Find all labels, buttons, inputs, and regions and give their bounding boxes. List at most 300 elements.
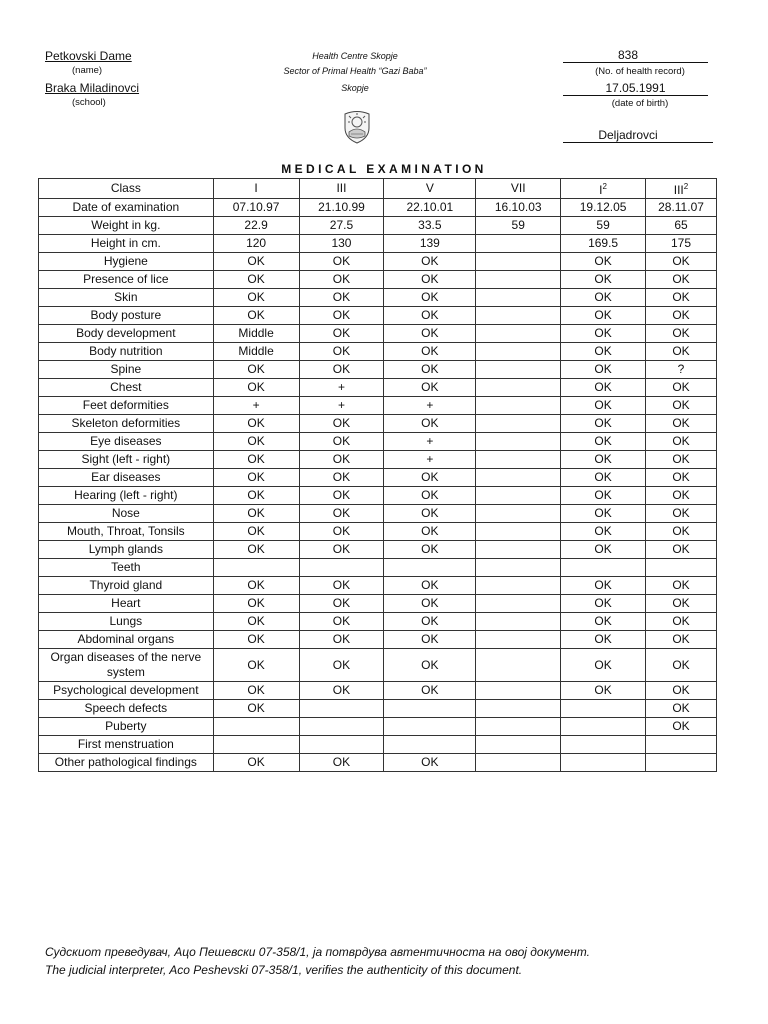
- cell-value: OK: [247, 290, 265, 304]
- table-row: [39, 253, 717, 271]
- cell-value: OK: [332, 326, 351, 340]
- record-number: 838: [617, 48, 639, 62]
- cell-value: V: [425, 181, 434, 195]
- table-row: [39, 718, 717, 736]
- place: Deljadrovci: [598, 128, 658, 142]
- cell-value: OK: [332, 683, 351, 697]
- table-cell: [384, 700, 476, 718]
- table-cell: [476, 736, 561, 754]
- table-row: [39, 179, 717, 199]
- dob-caption: (date of birth): [611, 98, 669, 109]
- row-label: First menstruation: [39, 736, 214, 754]
- table-cell: [561, 613, 646, 631]
- table-row: [39, 595, 717, 613]
- table-cell: [213, 379, 299, 397]
- table-cell: [646, 179, 717, 199]
- table-row: [39, 469, 717, 487]
- cell-value: OK: [332, 506, 351, 520]
- table-cell: [213, 253, 299, 271]
- table-cell: [213, 505, 299, 523]
- table-cell: [299, 217, 384, 235]
- cell-value: OK: [672, 398, 690, 412]
- table-cell: [646, 469, 717, 487]
- cell-value: OK: [421, 614, 439, 628]
- cell-value: OK: [594, 524, 612, 538]
- table-cell: [646, 343, 717, 361]
- cell-value: 65: [674, 218, 688, 232]
- table-cell: [213, 754, 299, 772]
- cell-value: OK: [247, 488, 265, 502]
- cell-value: +: [337, 398, 345, 412]
- table-cell: [646, 523, 717, 541]
- cell-value: VII: [510, 181, 526, 195]
- table-cell: [561, 289, 646, 307]
- table-cell: [476, 487, 561, 505]
- row-label: Ear diseases: [39, 469, 214, 487]
- cell-value: OK: [247, 308, 265, 322]
- table-row: [39, 754, 717, 772]
- table-cell: [646, 595, 717, 613]
- cell-value: OK: [672, 452, 690, 466]
- table-cell: [646, 361, 717, 379]
- class-superscript: 2: [683, 182, 689, 191]
- table-cell: [299, 754, 384, 772]
- table-cell: [476, 179, 561, 199]
- table-cell: [561, 271, 646, 289]
- table-cell: [384, 682, 476, 700]
- row-label: Skeleton deformities: [39, 415, 214, 433]
- cell-value: OK: [247, 596, 265, 610]
- cell-value: OK: [672, 578, 690, 592]
- row-label: Mouth, Throat, Tonsils: [39, 523, 214, 541]
- table-cell: [299, 415, 384, 433]
- table-cell: [476, 235, 561, 253]
- table-row: [39, 736, 717, 754]
- cell-value: OK: [594, 632, 612, 646]
- table-cell: [213, 199, 299, 217]
- table-cell: [384, 718, 476, 736]
- school-caption: (school): [72, 97, 106, 108]
- table-cell: [213, 415, 299, 433]
- cell-value: OK: [247, 524, 265, 538]
- table-row: [39, 451, 717, 469]
- table-cell: [213, 289, 299, 307]
- cell-value: OK: [332, 524, 351, 538]
- table-cell: [476, 595, 561, 613]
- row-label: Teeth: [39, 559, 214, 577]
- cell-value: +: [426, 398, 434, 412]
- table-cell: [646, 271, 717, 289]
- cell-value: OK: [332, 470, 351, 484]
- cell-value: 27.5: [329, 218, 354, 232]
- cell-value: OK: [247, 614, 265, 628]
- cell-value: OK: [672, 254, 690, 268]
- table-cell: [213, 179, 299, 199]
- table-cell: [299, 235, 384, 253]
- table-cell: [561, 235, 646, 253]
- table-cell: [384, 469, 476, 487]
- table-cell: [384, 379, 476, 397]
- cell-value: OK: [247, 416, 265, 430]
- row-label: Heart: [39, 595, 214, 613]
- table-cell: [646, 700, 717, 718]
- cell-value: OK: [672, 434, 690, 448]
- school-name: Braka Miladinovci: [45, 81, 140, 95]
- table-cell: [646, 613, 717, 631]
- table-cell: [384, 754, 476, 772]
- table-cell: [384, 649, 476, 682]
- cell-value: OK: [672, 416, 690, 430]
- cell-value: 16.10.03: [494, 200, 542, 214]
- row-label: Skin: [39, 289, 214, 307]
- row-label: Nose: [39, 505, 214, 523]
- table-cell: [213, 361, 299, 379]
- table-cell: [299, 577, 384, 595]
- table-cell: [476, 559, 561, 577]
- table-cell: [646, 325, 717, 343]
- cell-value: 21.10.99: [318, 200, 365, 214]
- table-cell: [561, 700, 646, 718]
- table-cell: [299, 253, 384, 271]
- cell-value: OK: [332, 542, 351, 556]
- table-cell: [299, 505, 384, 523]
- cell-value: OK: [594, 434, 612, 448]
- table-cell: [561, 469, 646, 487]
- table-cell: [476, 451, 561, 469]
- table-cell: [561, 325, 646, 343]
- table-cell: [646, 631, 717, 649]
- table-cell: [299, 199, 384, 217]
- table-cell: [646, 559, 717, 577]
- table-row: [39, 433, 717, 451]
- cell-value: OK: [247, 254, 265, 268]
- table-cell: [476, 523, 561, 541]
- table-cell: [384, 397, 476, 415]
- table-cell: [299, 631, 384, 649]
- table-cell: [384, 559, 476, 577]
- table-cell: [646, 307, 717, 325]
- patient-name: Petkovski Dame: [45, 49, 132, 63]
- cell-value: OK: [421, 524, 439, 538]
- cell-value: OK: [672, 683, 690, 697]
- table-cell: [646, 199, 717, 217]
- table-cell: [299, 433, 384, 451]
- table-cell: [561, 361, 646, 379]
- table-row: [39, 613, 717, 631]
- cell-value: OK: [332, 434, 351, 448]
- table-row: [39, 235, 717, 253]
- cell-value: OK: [332, 578, 351, 592]
- cell-value: 33.5: [418, 218, 442, 232]
- cell-value: OK: [421, 290, 439, 304]
- cell-value: OK: [332, 344, 351, 358]
- cell-value: I: [599, 183, 603, 197]
- table-cell: [561, 433, 646, 451]
- table-row: [39, 631, 717, 649]
- table-cell: [476, 379, 561, 397]
- class-superscript: 2: [602, 182, 607, 191]
- table-cell: [384, 595, 476, 613]
- cell-value: OK: [594, 308, 612, 322]
- table-cell: [646, 253, 717, 271]
- table-cell: [213, 700, 299, 718]
- table-cell: [384, 415, 476, 433]
- cell-value: OK: [332, 657, 351, 672]
- row-label: Eye diseases: [39, 433, 214, 451]
- row-label: Body nutrition: [39, 343, 214, 361]
- cell-value: OK: [332, 254, 351, 268]
- table-cell: [213, 631, 299, 649]
- cell-value: 07.10.97: [232, 200, 280, 214]
- cell-value: OK: [594, 578, 612, 592]
- cell-value: OK: [332, 596, 351, 610]
- cell-value: 59: [596, 218, 610, 232]
- cell-value: OK: [594, 657, 612, 672]
- cell-value: OK: [247, 701, 265, 715]
- cell-value: OK: [672, 542, 690, 556]
- table-cell: [299, 343, 384, 361]
- translator-note-en: The judicial interpreter, Aco Peshevski 07-358/1, verifies the authenticity of this document.: [45, 963, 523, 977]
- table-cell: [213, 325, 299, 343]
- table-cell: [646, 433, 717, 451]
- table-cell: [299, 397, 384, 415]
- table-cell: [476, 343, 561, 361]
- table-cell: [646, 718, 717, 736]
- row-label: Spine: [39, 361, 214, 379]
- cell-value: 130: [331, 236, 352, 250]
- table-row: [39, 397, 717, 415]
- table-cell: [213, 469, 299, 487]
- table-cell: [476, 307, 561, 325]
- table-row: [39, 415, 717, 433]
- table-cell: [213, 307, 299, 325]
- cell-value: OK: [594, 362, 612, 376]
- table-cell: [561, 523, 646, 541]
- cell-value: OK: [332, 488, 351, 502]
- table-cell: [384, 577, 476, 595]
- cell-value: +: [252, 398, 260, 412]
- cell-value: OK: [421, 362, 439, 376]
- table-cell: [646, 541, 717, 559]
- health-city: Skopje: [341, 83, 369, 93]
- table-cell: [299, 271, 384, 289]
- cell-value: OK: [247, 470, 265, 484]
- medical-examination-table: [38, 178, 717, 772]
- cell-value: 59: [511, 218, 525, 232]
- table-row: [39, 700, 717, 718]
- table-cell: [561, 451, 646, 469]
- cell-value: OK: [247, 380, 265, 394]
- cell-value: OK: [672, 632, 690, 646]
- row-label: Date of examination: [39, 199, 214, 217]
- translator-note: [45, 943, 590, 979]
- cell-value: OK: [421, 326, 439, 340]
- table-cell: [646, 397, 717, 415]
- table-cell: [299, 469, 384, 487]
- cell-value: OK: [421, 380, 439, 394]
- table-row: [39, 577, 717, 595]
- table-cell: [476, 505, 561, 523]
- table-cell: [213, 397, 299, 415]
- row-label: Lymph glands: [39, 541, 214, 559]
- cell-value: OK: [332, 452, 351, 466]
- table-cell: [213, 487, 299, 505]
- row-label: Chest: [39, 379, 214, 397]
- cell-value: OK: [672, 272, 690, 286]
- table-cell: [384, 541, 476, 559]
- table-cell: [384, 631, 476, 649]
- table-cell: [561, 718, 646, 736]
- table-cell: [476, 649, 561, 682]
- table-row: [39, 682, 717, 700]
- table-cell: [384, 199, 476, 217]
- cell-value: OK: [594, 254, 612, 268]
- table-cell: [299, 523, 384, 541]
- table-cell: [561, 179, 646, 199]
- table-cell: [476, 469, 561, 487]
- cell-value: OK: [672, 470, 690, 484]
- row-label: Hygiene: [39, 253, 214, 271]
- table-cell: [384, 253, 476, 271]
- table-cell: [213, 559, 299, 577]
- cell-value: OK: [247, 362, 265, 376]
- cell-value: OK: [672, 290, 690, 304]
- table-cell: [561, 487, 646, 505]
- cell-value: OK: [594, 272, 612, 286]
- table-cell: [213, 718, 299, 736]
- table-cell: [476, 271, 561, 289]
- table-cell: [561, 736, 646, 754]
- table-cell: [213, 736, 299, 754]
- table-cell: [561, 415, 646, 433]
- cell-value: OK: [421, 254, 439, 268]
- cell-value: OK: [332, 308, 351, 322]
- translator-note-mk: Судскиот преведувач, Ацо Пешевски 07-358/1, ја потврдува автентичноста на овој документ.: [45, 945, 590, 959]
- cell-value: +: [426, 452, 434, 466]
- table-row: [39, 271, 717, 289]
- table-cell: [561, 253, 646, 271]
- table-row: [39, 559, 717, 577]
- cell-value: OK: [421, 632, 439, 646]
- cell-value: OK: [672, 614, 690, 628]
- cell-value: OK: [247, 632, 265, 646]
- cell-value: OK: [421, 683, 439, 697]
- table-cell: [299, 541, 384, 559]
- row-label: Other pathological findings: [39, 754, 214, 772]
- table-cell: [299, 361, 384, 379]
- cell-value: OK: [594, 488, 612, 502]
- table-cell: [476, 682, 561, 700]
- coat-of-arms-icon: [342, 110, 372, 144]
- table-cell: [476, 631, 561, 649]
- table-cell: [561, 541, 646, 559]
- table-cell: [384, 343, 476, 361]
- table-cell: [384, 613, 476, 631]
- table-row: [39, 361, 717, 379]
- table-cell: [213, 649, 299, 682]
- table-row: [39, 307, 717, 325]
- cell-value: OK: [421, 578, 439, 592]
- table-cell: [384, 325, 476, 343]
- cell-value: OK: [247, 452, 265, 466]
- cell-value: OK: [247, 683, 265, 697]
- cell-value: +: [426, 434, 434, 448]
- cell-value: OK: [421, 272, 439, 286]
- row-label: Body posture: [39, 307, 214, 325]
- cell-value: OK: [421, 542, 439, 556]
- cell-value: OK: [247, 506, 265, 520]
- cell-value: OK: [594, 290, 612, 304]
- row-label: Height in cm.: [39, 235, 214, 253]
- table-cell: [384, 307, 476, 325]
- table-cell: [646, 649, 717, 682]
- table-row: [39, 199, 717, 217]
- table-cell: [299, 179, 384, 199]
- table-cell: [299, 736, 384, 754]
- cell-value: OK: [421, 470, 439, 484]
- table-cell: [476, 754, 561, 772]
- cell-value: OK: [594, 398, 612, 412]
- table-cell: [561, 307, 646, 325]
- cell-value: OK: [332, 614, 351, 628]
- table-cell: [561, 577, 646, 595]
- cell-value: 139: [419, 236, 440, 250]
- cell-value: OK: [672, 701, 690, 715]
- table-cell: [299, 613, 384, 631]
- table-cell: [561, 649, 646, 682]
- table-cell: [476, 253, 561, 271]
- table-cell: [646, 289, 717, 307]
- row-label: Feet deformities: [39, 397, 214, 415]
- table-cell: [384, 217, 476, 235]
- row-label: Hearing (left - right): [39, 487, 214, 505]
- cell-value: 22.9: [244, 218, 268, 232]
- document-title: MEDICAL EXAMINATION: [281, 162, 487, 176]
- table-cell: [476, 700, 561, 718]
- cell-value: OK: [672, 488, 690, 502]
- row-label: Speech defects: [39, 700, 214, 718]
- table-cell: [384, 179, 476, 199]
- cell-value: OK: [594, 380, 612, 394]
- dob-line: [563, 95, 708, 96]
- health-sector: Sector of Primal Health “Gazi Baba”: [283, 66, 427, 76]
- table-row: [39, 541, 717, 559]
- table-cell: [213, 451, 299, 469]
- record-caption: (No. of health record): [595, 66, 685, 77]
- table-cell: [213, 577, 299, 595]
- row-label: Class: [39, 179, 214, 199]
- table-cell: [646, 682, 717, 700]
- cell-value: OK: [594, 614, 612, 628]
- table-cell: [299, 682, 384, 700]
- cell-value: OK: [247, 657, 265, 672]
- table-row: [39, 505, 717, 523]
- table-cell: [213, 613, 299, 631]
- table-cell: [646, 379, 717, 397]
- table-cell: [476, 613, 561, 631]
- table-row: [39, 379, 717, 397]
- table-cell: [213, 433, 299, 451]
- cell-value: OK: [421, 596, 439, 610]
- cell-value: OK: [594, 344, 612, 358]
- cell-value: OK: [421, 308, 439, 322]
- table-cell: [476, 325, 561, 343]
- table-cell: [384, 451, 476, 469]
- table-cell: [476, 361, 561, 379]
- cell-value: OK: [594, 506, 612, 520]
- table-cell: [561, 397, 646, 415]
- table-cell: [646, 217, 717, 235]
